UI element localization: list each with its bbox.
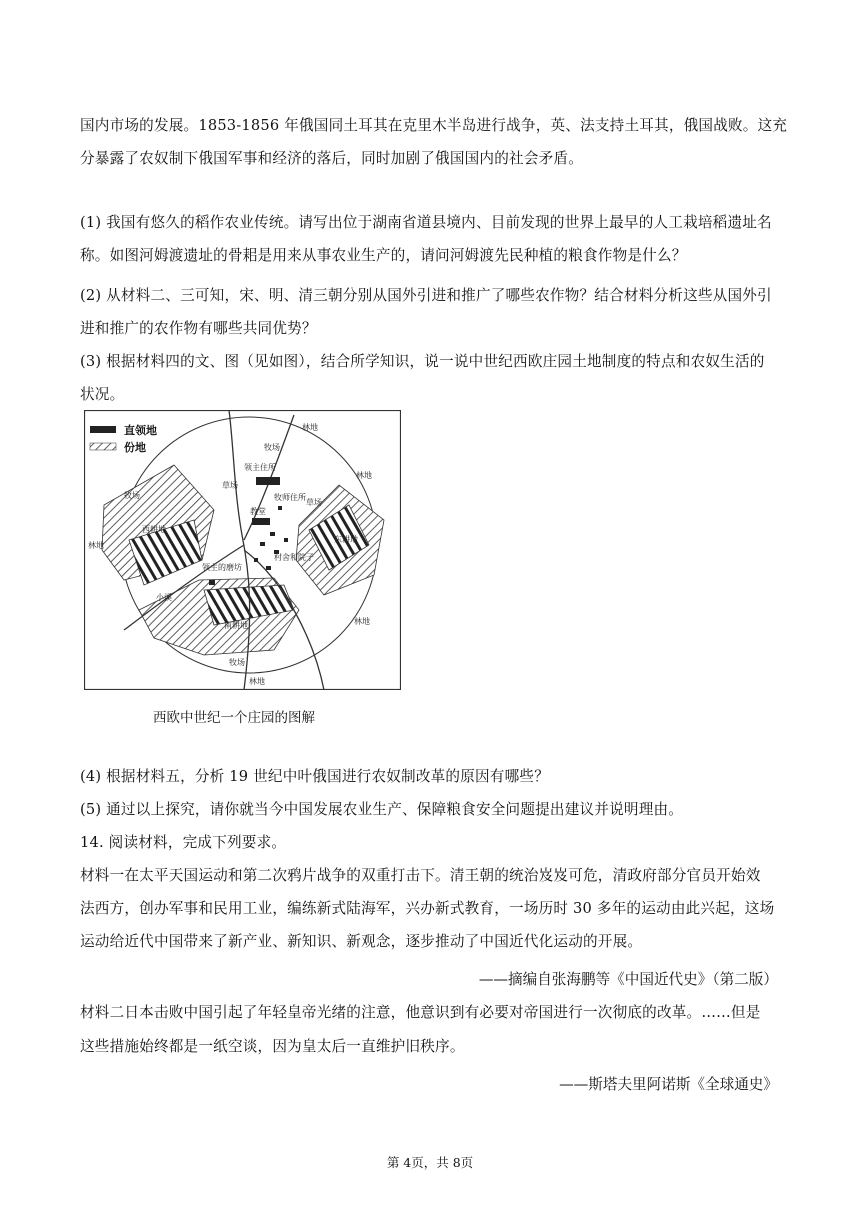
question-2-line-1: (2) 从材料二、三可知，宋、明、清三朝分别从国外引进和推广了哪些农作物？结合材料分析这些从国外引 [80,287,772,304]
material-1-line-1: 材料一在太平天国运动和第二次鸦片战争的双重打击下。清王朝的统治岌岌可危，清政府部分官员开始效 [80,867,761,884]
map-label-forest-bottom: 林地 [249,677,265,686]
map-label-pasture-top: 牧场 [264,443,280,452]
material-1-line-2: 法西方，创办军事和民用工业，编练新式陆海军，兴办新式教育，一场历时 30 多年的运动由此兴起，这场 [80,900,775,917]
material-1-line-3: 运动给近代中国带来了新产业、新知识、新观念，逐步推动了中国近代化运动的开展。 [80,933,643,950]
legend-demesne-label: 直领地 [124,424,157,437]
map-label-village: 村舍和院子 [274,553,314,562]
map-label-stream: 小溪 [156,593,172,602]
map-label-forest-top: 林地 [302,423,318,432]
legend-tenant-label: 份地 [124,441,146,454]
material-2-line-1: 材料二日本击败中国引起了年轻皇帝光绪的注意，他意识到有必要对帝国进行一次彻底的改革。……但是 [80,1004,761,1021]
question-4: (4) 根据材料五，分析 19 世纪中叶俄国进行农奴制改革的原因有哪些？ [80,768,549,785]
map-label-meadow-left: 草场 [222,481,238,490]
map-label-east-field: 东耕地 [334,535,358,544]
material-2-line-2: 这些措施始终都是一纸空谈，因为皇太后一直维护旧秩序。 [80,1038,465,1055]
figure-caption: 西欧中世纪一个庄园的图解 [153,710,315,726]
map-label-meadow-right: 草场 [306,498,322,507]
map-label-pasture-bottom: 牧场 [229,658,245,667]
text-line-1: 国内市场的发展。1853-1856 年俄国同土耳其在克里木半岛进行战争，英、法支持土耳其，俄国战败。这充 [80,117,788,134]
map-label-lord-house: 领主住所 [244,463,276,472]
question-1-line-2: 称。如图河姆渡遗址的骨耜是用来从事农业生产的，请问河姆渡先民种植的粮食作物是什么？ [80,247,687,264]
map-label-church: 教堂 [250,507,266,516]
map-label-south-field: 南耕地 [224,621,248,630]
map-label-forest-right: 林地 [354,617,370,626]
question-3-line-1: (3) 根据材料四的文、图（见如图），结合所学知识，说一说中世纪西欧庄园土地制度的特点和农奴生活的 [80,353,765,370]
material-1-source: ——摘编自张海鹏等《中国近代史》（第二版） [478,971,778,988]
map-label-priest-house: 牧师住所 [274,493,306,502]
question-14-heading: 14. 阅读材料，完成下列要求。 [80,834,287,851]
question-2-line-2: 进和推广的农作物有哪些共同优势？ [80,320,317,337]
material-2-source: ——斯塔夫里阿诺斯《全球通史》 [559,1076,778,1093]
map-label-west-field: 西耕地 [142,525,166,534]
map-label-forest-right-top: 林地 [356,471,372,480]
question-1-line-1: (1) 我国有悠久的稻作农业传统。请写出位于湖南省道县境内、目前发现的世界上最早的人工栽培稻遗址名 [80,214,772,231]
question-5: (5) 通过以上探究，请你就当今中国发展农业生产、保障粮食安全问题提出建议并说明理由。 [80,801,684,818]
map-label-pasture-left: 牧场 [124,491,140,500]
map-label-mill: 领主的磨坊 [202,563,242,572]
manor-diagram [84,410,401,690]
map-label-forest-left: 林地 [88,541,104,550]
question-3-line-2: 状况。 [80,386,125,403]
text-line-2: 分暴露了农奴制下俄国军事和经济的落后，同时加剧了俄国国内的社会矛盾。 [80,150,583,167]
page-footer: 第 4页，共 8页 [386,1155,474,1170]
